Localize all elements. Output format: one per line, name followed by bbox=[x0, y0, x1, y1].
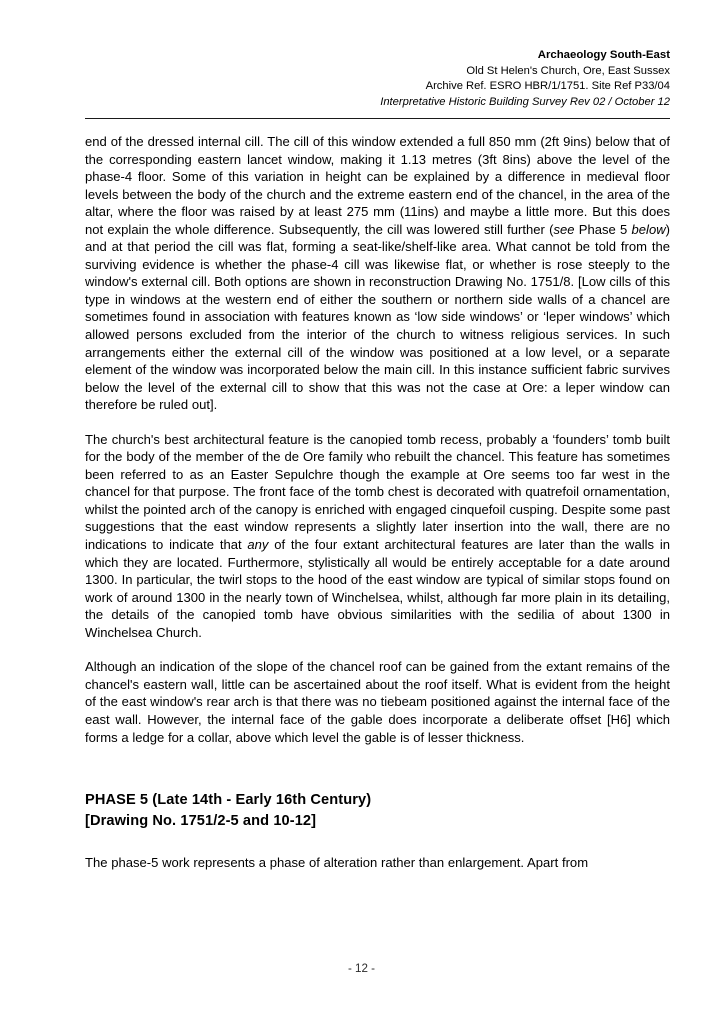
paragraph-cill-description bbox=[85, 133, 670, 414]
paragraph-chancel-roof: Although an indication of the slope of the chancel roof can be gained from the extant remains of the chancel's eastern wall, little can be ascertained about the roof itself. What is evident from the height of the east window's rear arch is that there was no tiebeam positioned against the internal face of the east wall. However, the internal face of the gable does incorporate a deliberate offset [H6] which forms a ledge for a collar, above which level the gable is of lesser thickness. bbox=[85, 659, 670, 745]
paragraph-1-segment-3: ) and at that period the cill was flat, forming a seat-like/shelf-like area. What cannot be told from the surviving evidence is whether the phase-4 cill was likewise flat, or whether is rose steeply to the window's external cill. Both options are shown in reconstruction Drawing No. 1751/8. [Low cills of this type in windows at the western end of either the southern or northern side walls of a chancel are sometimes found in association with features known as ‘low side windows’ or ‘leper windows’ which allowed persons excluded from the interior of the church to witness religious services. In such arrangements either the external cill of the window was positioned at a low level, or a separate element of the window was incorporated below the main cill. In this instance sufficient fabric survives below the level of the external cill to show that this was not the case at Ore: a leper window can therefore be ruled out]. bbox=[85, 221, 670, 413]
paragraph-1-segment-2: Phase 5 bbox=[574, 221, 632, 237]
document-body bbox=[85, 133, 670, 872]
paragraph-1-segment-1: end of the dressed internal cill. The cill of this window extended a full 850 mm (2ft 9ins) below that of the corresponding eastern lancet window, making it 1.13 metres (3ft 8ins) above the level of the phase-4 floor. Some of this variation in height can be explained by a difference in medieval floor levels between the body of the church and the extreme eastern end of the chancel, in the area of the altar, where the floor was raised by at least 275 mm (11ins) and maybe a little more. But this does not explain the whole difference. Subsequently, the cill was lowered still further ( bbox=[85, 134, 670, 237]
section-spacer bbox=[85, 763, 670, 790]
paragraph-phase-5-intro: The phase-5 work represents a phase of alteration rather than enlargement. Apart from bbox=[85, 855, 589, 871]
phase-5-heading-line-2: [Drawing No. 1751/2-5 and 10-12] bbox=[85, 812, 317, 829]
page-header bbox=[85, 48, 670, 110]
paragraph-1-italic-see: see bbox=[553, 221, 575, 237]
paragraph-2-segment-2: of the four extant architectural features are later than the walls in which they are located. Furthermore, stylistically all would be entirely acceptable for a date around 1300. In particular, the twirl stops to the hood of the east window are typical of similar stops found on work of around 1300 in the nearly town of Winchelsea, whilst, although far more plain in its detailing, the details of the canopied tomb have obvious similarities with the sedilia of about 1300 in Winchelsea Church. bbox=[85, 537, 670, 640]
heading-spacer bbox=[85, 831, 670, 854]
header-archive-ref: Archive Ref. ESRO HBR/1/1751. Site Ref P33/04 bbox=[425, 80, 670, 93]
header-survey-revision: Interpretative Historic Building Survey Rev 02 / October 12 bbox=[380, 95, 670, 108]
page-number-footer: - 12 - bbox=[347, 962, 376, 975]
phase-5-heading-line-1: PHASE 5 (Late 14th - Early 16th Century) bbox=[85, 792, 372, 809]
header-divider-rule bbox=[85, 118, 670, 119]
paragraph-2-italic-any: any bbox=[247, 537, 269, 553]
paragraph-2-segment-1: The church's best architectural feature is the canopied tomb recess, probably a ‘founders’ tomb built for the body of the member of the de Ore family who rebuilt the chancel. This feature has sometimes been referred to as an Easter Sepulchre though the example at Ore seems too far west in the chancel for that purpose. The front face of the tomb chest is decorated with quatrefoil ornamentation, whilst the pointed arch of the canopy is enriched with engaged cinquefoil cusping. Despite some past suggestions that the east window represents a slightly later insertion into the wall, there are no indications to indicate that bbox=[85, 431, 670, 553]
paragraph-tomb-recess bbox=[85, 431, 670, 642]
header-organisation: Archaeology South-East bbox=[537, 49, 670, 61]
paragraph-1-italic-below: below bbox=[631, 221, 666, 237]
phase-5-heading bbox=[85, 790, 670, 831]
header-site-name: Old St Helen's Church, Ore, East Sussex bbox=[466, 64, 670, 77]
